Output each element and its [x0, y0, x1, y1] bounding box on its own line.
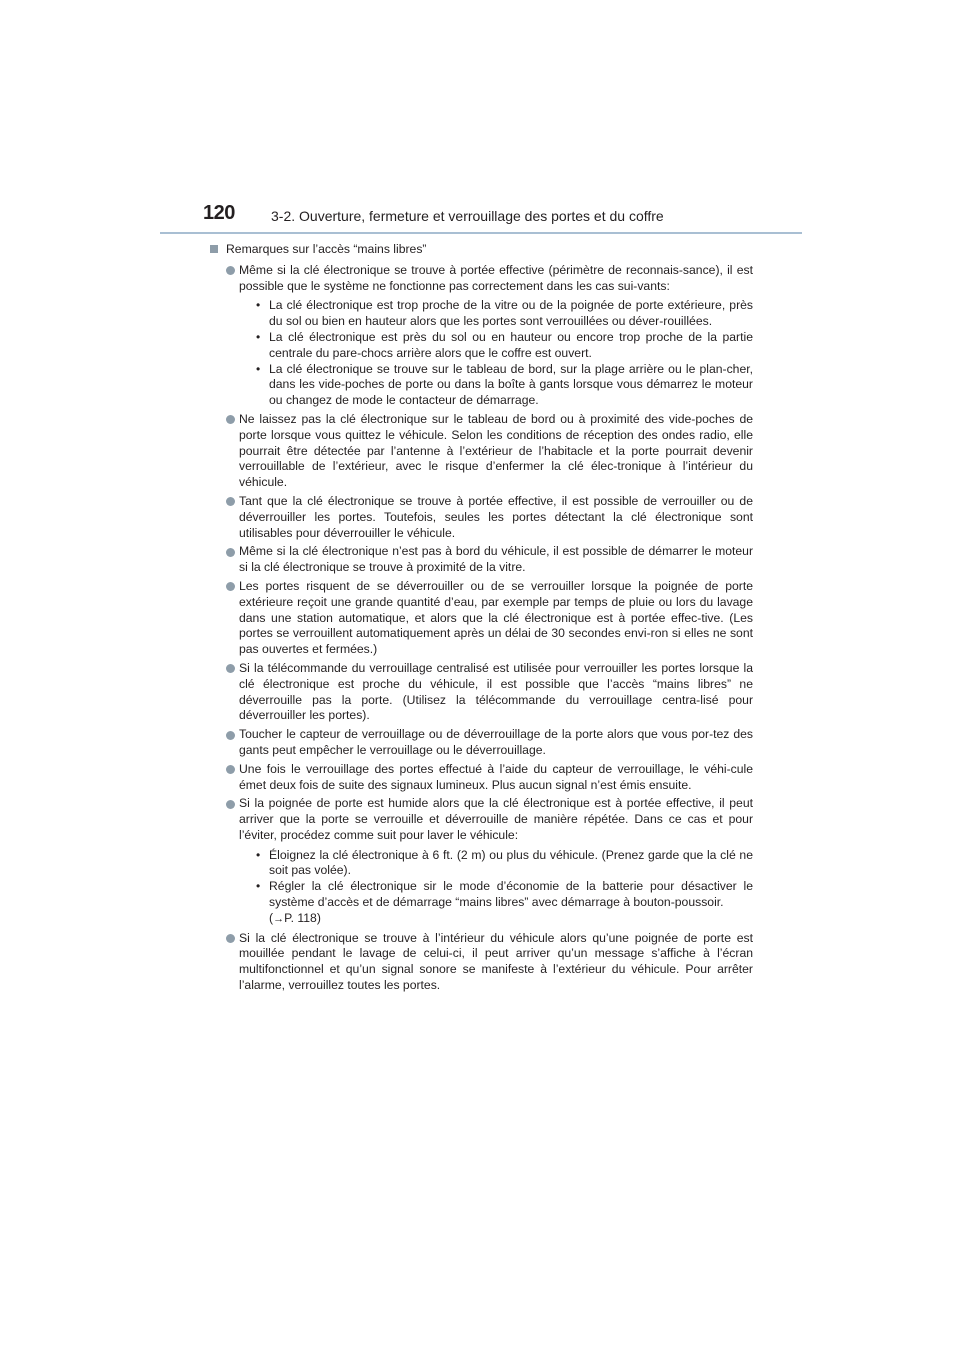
list-item — [210, 727, 753, 759]
list-item — [210, 494, 753, 541]
sub-item-text: La clé électronique est trop proche de la vitre ou de la poignée de porte extérieure, près du sol ou bien en hauteur alors que les portes sont verrouillées ou déver-rouillées. — [269, 298, 753, 329]
sub-list — [226, 298, 753, 409]
list-item — [210, 931, 753, 994]
section-heading — [210, 242, 753, 258]
sub-list-item — [226, 848, 753, 880]
sub-list-item — [226, 330, 753, 362]
list-item — [210, 661, 753, 724]
paragraph-text: Toucher le capteur de verrouillage ou de déverrouillage de la porte alors que vous por-tez des gants peut empêcher le verrouillage ou le déverrouillage. — [239, 727, 753, 757]
arrow-right-icon: → — [273, 912, 285, 925]
circle-bullet-icon — [226, 800, 235, 809]
circle-bullet-icon — [226, 731, 235, 740]
sub-list-item — [226, 362, 753, 409]
paragraph-text: Même si la clé électronique se trouve à portée effective (périmètre de reconnais-sance), il est possible que le système ne fonctionne pas correctement dans les cas sui-vants: — [239, 262, 753, 293]
reference-target: P. 118) — [284, 910, 321, 925]
list-item — [210, 762, 753, 794]
list-item — [210, 796, 753, 927]
paragraph-text: Si la poignée de porte est humide alors que la clé électronique est à portée effective, il peut arriver que la porte se verrouille et déverrouille de manière répétée. Dans ce cas et pour l’éviter, procédez comme suit pour laver le véhicule: — [239, 796, 753, 842]
section-heading-text: Remarques sur l’accès “mains libres” — [226, 242, 427, 256]
paragraph-text: Si la clé électronique se trouve à l’intérieur du véhicule alors qu’une poignée de porte est mouillée pendant le lavage de celui-ci, il peut arriver qu’un message s’affiche à l’écran multifonctionnel et qu’un signal sonore se manifeste à l’extérieur du véhicule. Pour arrêter l’alarme, verrouillez toutes les portes. — [239, 930, 753, 993]
page-content — [210, 242, 753, 997]
paragraph-text: Si la télécommande du verrouillage centralisé est utilisée pour verrouiller les portes lorsque la clé électronique est proche du véhicule, il est possible que l’accès “mains libres” ne déverrouille pas la porte. (Utilisez la télécommande du verrouillage centra-lisé pour déverrouiller les portes). — [239, 660, 753, 723]
sub-item-text: Éloignez la clé électronique à 6 ft. (2 m) ou plus du véhicule. (Prenez garde que la clé ne soit pas volée). — [269, 847, 753, 878]
paragraph-text: Tant que la clé électronique se trouve à portée effective, il est possible de verrouiller ou de déverrouiller les portes. Toutefois, seules les portes détectant la clé électronique sont utilisables pour déverrouiller le véhicule. — [239, 493, 753, 540]
page-number: 120 — [203, 202, 235, 224]
dot-bullet-icon: • — [256, 847, 261, 862]
list-item — [210, 544, 753, 576]
dot-bullet-icon: • — [256, 361, 261, 376]
circle-bullet-icon — [226, 548, 235, 557]
sub-item-text: La clé électronique est près du sol ou en hauteur ou encore trop proche de la partie centrale du pare-chocs arrière alors que le coffre est ouvert. — [269, 329, 753, 360]
dot-bullet-icon: • — [256, 879, 261, 894]
paragraph-text: Même si la clé électronique n’est pas à bord du véhicule, il est possible de démarrer le moteur si la clé électronique se trouve à proximité de la vitre. — [239, 544, 753, 575]
paragraph-text: Ne laissez pas la clé électronique sur le tableau de bord ou à proximité des vide-poches de porte lorsque vous quittez le véhicule. Selon les conditions de réception des ondes radio, elle pourrait être détectée par l’antenne à l’extérieur de l’habitacle et la porte pourrait devenir verrouillable de l’extérieur, avec le risque d’enfermer la clé élec-tronique à l’intérieur du véhicule. — [239, 411, 753, 490]
chapter-title: 3-2. Ouverture, fermeture et verrouillage des portes et du coffre — [271, 208, 664, 224]
list-item — [210, 412, 753, 491]
dot-bullet-icon: • — [256, 298, 261, 313]
paragraph-text: Les portes risquent de se déverrouiller ou de se verrouiller lorsque la poignée de porte extérieure reçoit une grande quantité d’eau, par exemple par temps de pluie ou lors du lavage dans une station automatique, et alors que la clé électronique est à portée effec-tive. (Les portes se verrouillent automatiquement après un délai de 30 secondes envi-ron si elles ne sont pas ouvertes et fermées.) — [239, 578, 753, 657]
sub-list-item — [226, 879, 753, 927]
paragraph-text: Une fois le verrouillage des portes effectué à l’aide du capteur de verrouillage, le véhi-cule émet deux fois de suite des signaux lumineux. Plus aucun signal n’est émis ensuite. — [239, 761, 753, 792]
sub-item-text: Régler la clé électronique sir le mode d’économie de la batterie pour désactiver le système d’accès et de démarrage “mains libres” avec démarrage à bouton-poussoir. — [269, 879, 753, 910]
list-item — [210, 579, 753, 658]
dot-bullet-icon: • — [256, 329, 261, 344]
list-item — [210, 263, 753, 409]
sub-list-item — [226, 298, 753, 330]
header-rule — [160, 232, 802, 234]
page-reference[interactable] — [269, 911, 753, 928]
sub-item-text: La clé électronique se trouve sur le tableau de bord, sur la plage arrière ou le plan-cher, dans les vide-poches de porte ou dans la boîte à gants lorsque vous démarrez le moteur ou changez de mode le contacteur de démarrage. — [269, 361, 753, 408]
reference-prefix: ( — [269, 910, 274, 925]
square-bullet-icon — [210, 245, 218, 253]
sub-list — [226, 848, 753, 928]
